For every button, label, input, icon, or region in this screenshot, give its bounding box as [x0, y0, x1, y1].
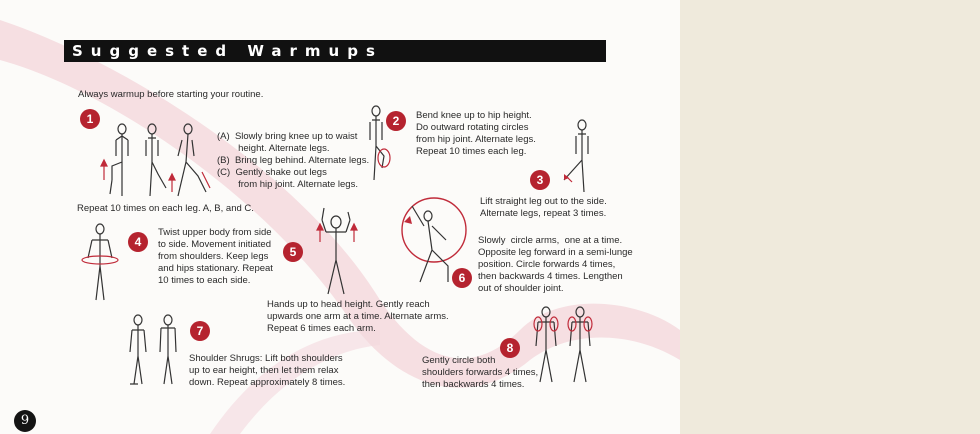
step-badge-3: 3: [530, 170, 550, 190]
step-text-3: Lift straight leg out to the side. Alternate legs, repeat 3 times.: [480, 196, 607, 219]
page-title: Suggested Warmups: [72, 42, 383, 60]
stick-figures-leg-swings: [98, 122, 218, 200]
step-text-5: Hands up to head height. Gently reach upwards one arm at a time. Alternate arms. Repeat 6 times each arm.: [267, 299, 449, 334]
step-badge-1: 1: [80, 109, 100, 129]
step-text-8: Gently circle both shoulders forwards 4 times, then backwards 4 times.: [422, 355, 539, 390]
stick-figure-arm-reach: [308, 202, 364, 296]
page-number: 9: [14, 410, 36, 432]
stick-figures-shoulder-circles: [528, 304, 598, 386]
step-badge-5: 5: [283, 242, 303, 262]
title-bar: [64, 40, 606, 62]
step-text-2: Bend knee up to hip height. Do outward rotating circles from hip joint. Alternate legs. Repeat 10 times each leg.: [416, 110, 536, 157]
step-badge-4: 4: [128, 232, 148, 252]
step-badge-2: 2: [386, 111, 406, 131]
intro-text: Always warmup before starting your routine.: [78, 89, 264, 100]
page-margin-background: [680, 0, 980, 434]
step-footer-1: Repeat 10 times on each leg. A, B, and C.: [77, 203, 254, 214]
step-text-7: Shoulder Shrugs: Lift both shoulders up to ear height, then let them relax down. Repeat approximately 8 times.: [189, 353, 346, 388]
step-text-1: (A) Slowly bring knee up to waist height. Alternate legs. (B) Bring leg behind. Alternate legs. (C) Gently shake out legs from hip joint. Alternate legs.: [217, 131, 370, 190]
step-badge-6: 6: [452, 268, 472, 288]
stick-figure-side-leg-lift: [556, 118, 596, 194]
stick-figures-shoulder-shrugs: [126, 312, 182, 388]
step-text-6: Slowly circle arms, one at a time. Opposite leg forward in a semi-lunge position. Circle forwards 4 times, then backwards 4 times. Lengthen out of shoulder joint.: [478, 235, 633, 294]
step-badge-8: 8: [500, 338, 520, 358]
stick-figure-torso-twist: [78, 222, 122, 304]
step-badge-7: 7: [190, 321, 210, 341]
step-text-4: Twist upper body from side to side. Movement initiated from shoulders. Keep legs and hips stationary. Repeat 10 times to each side.: [158, 227, 273, 286]
